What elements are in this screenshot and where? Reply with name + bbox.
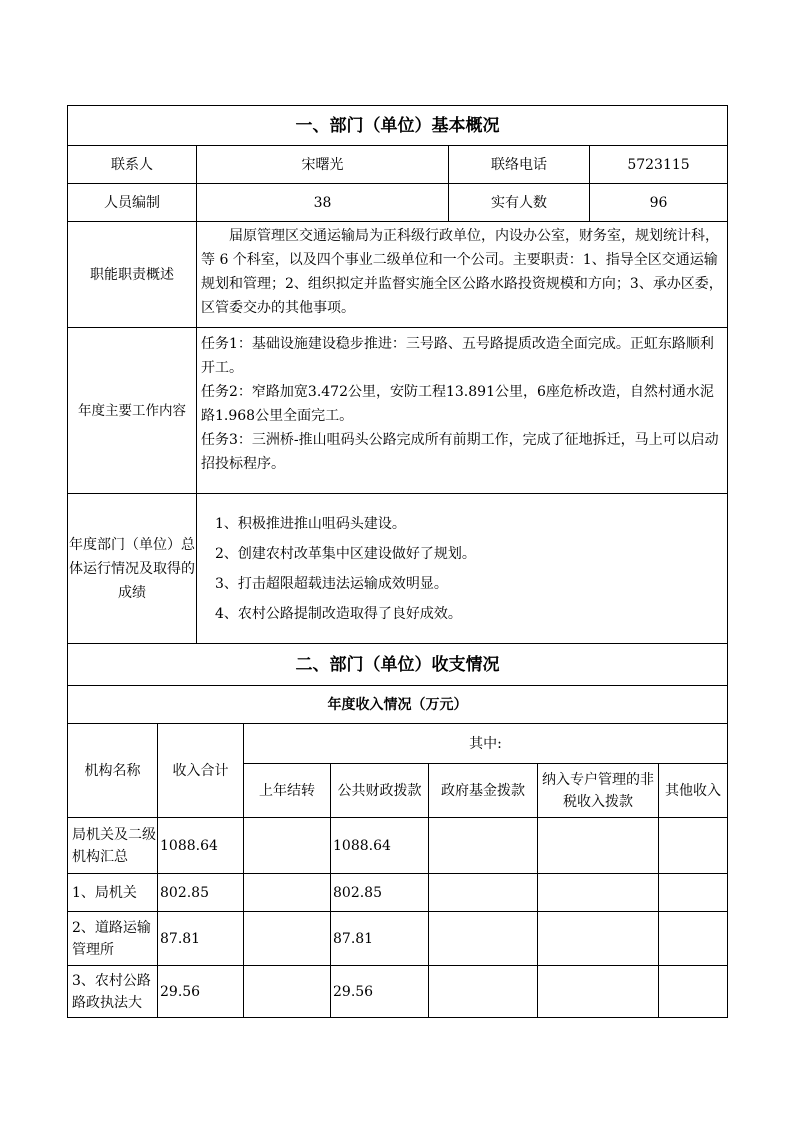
work-item: 任务3：三洲桥-推山咀码头公路完成所有前期工作，完成了征地拆迁，马上可以启动招投标程序。 <box>201 432 719 472</box>
income-title: 年度收入情况（万元） <box>68 686 728 724</box>
income-table <box>67 643 728 1018</box>
basic-info-table <box>67 105 728 644</box>
row-public-fund: 87.81 <box>331 912 429 966</box>
duty-text: 届原管理区交通运输局为正科级行政单位，内设办公室，财务室，规划统计科，等 6 个科室，以及四个事业二级单位和一个公司。主要职责：1、指导全区交通运输规划和管理；2、组织拟定并监督实施全区公路水路投资规模和方向；3、承办区委，区管委交办的其他事项。 <box>201 228 723 316</box>
work-cell <box>197 328 728 494</box>
row-gov-fund <box>429 912 538 966</box>
header-org: 机构名称 <box>68 724 158 818</box>
achieve-item: 2、创建农村改革集中区建设做好了规划。 <box>215 545 476 562</box>
row-other <box>659 912 728 966</box>
work-label: 年度主要工作内容 <box>68 328 197 494</box>
row-gov-fund <box>429 874 538 912</box>
row-gov-fund <box>429 966 538 1018</box>
row-other <box>659 966 728 1018</box>
work-item: 任务2：窄路加宽3.472公里，安防工程13.891公里，6座危桥改造，自然村通水泥路1.968公里全面完工。 <box>201 384 714 424</box>
duty-label: 职能职责概述 <box>68 222 197 328</box>
table-row <box>68 874 728 912</box>
row-org: 2、道路运输管理所 <box>68 912 158 966</box>
header-nontax: 纳入专户管理的非税收入拨款 <box>538 764 659 818</box>
header-public-fund: 公共财政拨款 <box>331 764 429 818</box>
table-row <box>68 818 728 874</box>
row-gov-fund <box>429 818 538 874</box>
row-carryover <box>244 966 331 1018</box>
row-public-fund: 29.56 <box>331 966 429 1018</box>
row-org: 局机关及二级机构汇总 <box>68 818 158 874</box>
contact-label: 联系人 <box>68 146 197 184</box>
header-among: 其中: <box>244 724 728 764</box>
work-item: 任务1：基础设施建设稳步推进：三号路、五号路提质改造全面完成。正虹东路顺利开工。 <box>201 336 714 376</box>
row-carryover <box>244 874 331 912</box>
achieve-cell <box>197 494 728 644</box>
row-nontax <box>538 818 659 874</box>
staff-quota-label: 人员编制 <box>68 184 197 222</box>
achieve-item: 1、积极推进推山咀码头建设。 <box>215 515 406 532</box>
row-total: 1088.64 <box>158 818 244 874</box>
row-carryover <box>244 818 331 874</box>
header-other: 其他收入 <box>659 764 728 818</box>
table-row <box>68 912 728 966</box>
section2-title: 二、部门（单位）收支情况 <box>68 644 728 686</box>
row-other <box>659 818 728 874</box>
achieve-item: 3、打击超限超载违法运输成效明显。 <box>215 575 448 592</box>
row-total: 29.56 <box>158 966 244 1018</box>
achieve-label: 年度部门（单位）总体运行情况及取得的成绩 <box>68 494 197 644</box>
row-nontax <box>538 966 659 1018</box>
row-org: 1、局机关 <box>68 874 158 912</box>
staff-quota-value: 38 <box>197 184 449 222</box>
staff-actual-value: 96 <box>590 184 728 222</box>
row-public-fund: 1088.64 <box>331 818 429 874</box>
duty-cell <box>197 222 728 328</box>
row-nontax <box>538 912 659 966</box>
header-total: 收入合计 <box>158 724 244 818</box>
row-other <box>659 874 728 912</box>
staff-actual-label: 实有人数 <box>449 184 590 222</box>
phone-label: 联络电话 <box>449 146 590 184</box>
row-nontax <box>538 874 659 912</box>
phone-value: 5723115 <box>590 146 728 184</box>
row-total: 87.81 <box>158 912 244 966</box>
row-total: 802.85 <box>158 874 244 912</box>
header-gov-fund: 政府基金拨款 <box>429 764 538 818</box>
header-carryover: 上年结转 <box>244 764 331 818</box>
row-public-fund: 802.85 <box>331 874 429 912</box>
row-carryover <box>244 912 331 966</box>
section1-title: 一、部门（单位）基本概况 <box>68 106 728 146</box>
table-row <box>68 966 728 1018</box>
row-org: 3、农村公路路政执法大 <box>68 966 158 1018</box>
achieve-item: 4、农村公路提制改造取得了良好成效。 <box>215 605 462 622</box>
contact-value: 宋曙光 <box>197 146 449 184</box>
